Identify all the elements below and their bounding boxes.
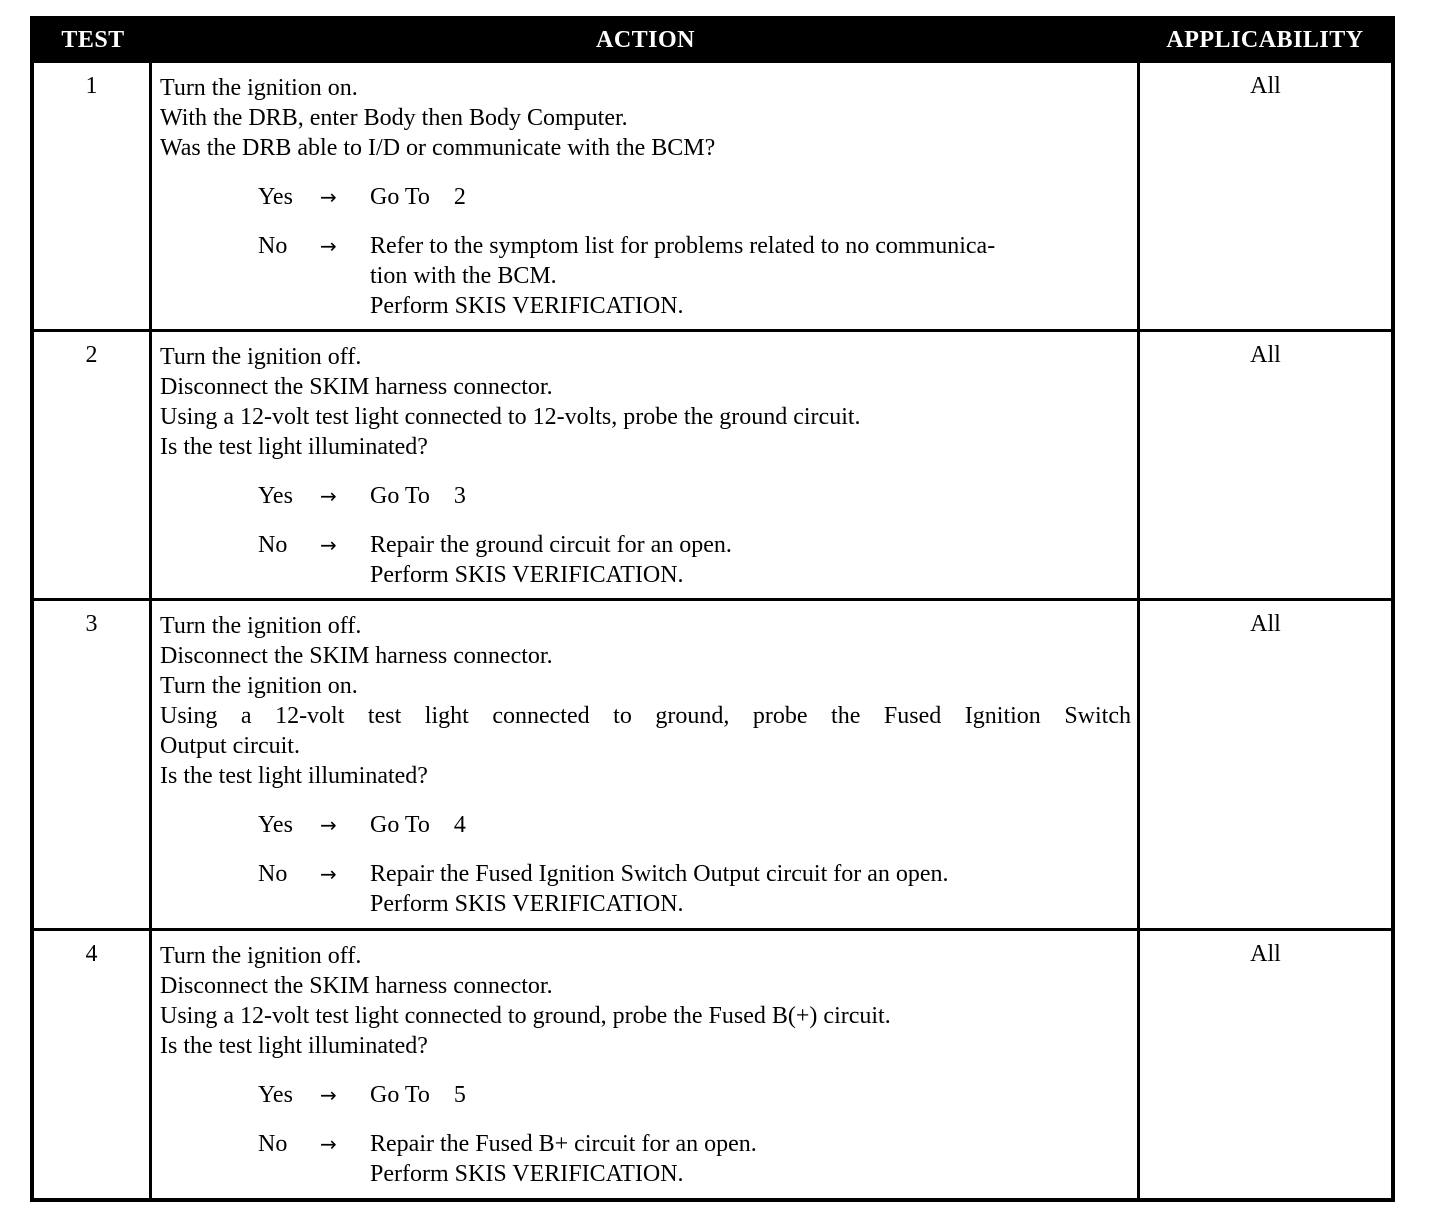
- action-line: Using a 12-volt test light connected to ground, probe the Fused Ignition Switch: [160, 703, 1131, 729]
- diagnostic-test-table: [30, 16, 1395, 1202]
- action-line: Disconnect the SKIM harness connector.: [160, 374, 553, 400]
- goto-number: 5: [453, 1082, 466, 1108]
- arrow-right-icon: →: [320, 484, 337, 508]
- table-row: [34, 60, 1391, 332]
- action-line: Disconnect the SKIM harness connector.: [160, 643, 553, 669]
- goto-number: 4: [453, 812, 466, 838]
- arrow-right-icon: →: [320, 234, 337, 258]
- action-cell: [149, 931, 1140, 1198]
- yes-label: Yes: [258, 184, 293, 210]
- no-line: Perform SKIS VERIFICATION.: [370, 293, 684, 319]
- applicability-cell: All: [1250, 611, 1281, 637]
- goto-text: Go To: [370, 1082, 430, 1108]
- action-line: Disconnect the SKIM harness connector.: [160, 973, 553, 999]
- no-line: Repair the ground circuit for an open.: [370, 532, 732, 558]
- no-line: Perform SKIS VERIFICATION.: [370, 891, 684, 917]
- test-number: 3: [85, 611, 98, 637]
- table-row: [34, 598, 1391, 931]
- arrow-right-icon: →: [320, 862, 337, 886]
- goto-text: Go To: [370, 812, 430, 838]
- action-cell: [149, 63, 1140, 332]
- goto-number: 2: [453, 184, 466, 210]
- no-label: No: [258, 233, 288, 259]
- action-line: Using a 12-volt test light connected to ground, probe the Fused B(+) circuit.: [160, 1003, 891, 1029]
- applicability-cell: All: [1250, 73, 1281, 99]
- action-cell: [149, 332, 1140, 601]
- action-line: Turn the ignition off.: [160, 943, 362, 969]
- action-line: With the DRB, enter Body then Body Computer.: [160, 105, 628, 131]
- goto-text: Go To: [370, 184, 430, 210]
- applicability-cell: All: [1250, 342, 1281, 368]
- action-line: Turn the ignition on.: [160, 673, 358, 699]
- table-header: [34, 20, 1391, 60]
- yes-branch: [160, 810, 1131, 840]
- no-line: Repair the Fused Ignition Switch Output circuit for an open.: [370, 861, 949, 887]
- test-number: 4: [85, 941, 98, 967]
- no-line: Repair the Fused B+ circuit for an open.: [370, 1131, 757, 1157]
- arrow-right-icon: →: [320, 1132, 337, 1156]
- action-line: Was the DRB able to I/D or communicate with the BCM?: [160, 135, 716, 161]
- table-row: [34, 329, 1391, 601]
- action-line: Turn the ignition off.: [160, 344, 362, 370]
- arrow-right-icon: →: [320, 813, 337, 837]
- yes-label: Yes: [258, 1082, 293, 1108]
- no-label: No: [258, 861, 288, 887]
- no-label: No: [258, 1131, 288, 1157]
- yes-branch: [160, 481, 1131, 511]
- yes-branch: [160, 182, 1131, 212]
- header-applicability: APPLICABILITY: [1166, 27, 1364, 53]
- test-number: 1: [85, 73, 98, 99]
- arrow-right-icon: →: [320, 1083, 337, 1107]
- no-branch: [160, 530, 1131, 590]
- action-line: Turn the ignition off.: [160, 613, 362, 639]
- no-line: Perform SKIS VERIFICATION.: [370, 1161, 684, 1187]
- arrow-right-icon: →: [320, 533, 337, 557]
- action-line: Turn the ignition on.: [160, 75, 358, 101]
- header-action: ACTION: [595, 27, 695, 53]
- no-branch: [160, 1129, 1131, 1189]
- goto-number: 3: [453, 483, 466, 509]
- action-line: Is the test light illuminated?: [160, 763, 428, 789]
- no-line: tion with the BCM.: [370, 263, 557, 289]
- no-line: Perform SKIS VERIFICATION.: [370, 562, 684, 588]
- action-line: Output circuit.: [160, 733, 300, 759]
- action-line: Is the test light illuminated?: [160, 1033, 428, 1059]
- action-cell: [149, 601, 1140, 931]
- goto-text: Go To: [370, 483, 430, 509]
- no-line: Refer to the symptom list for problems related to no communica-: [370, 233, 996, 259]
- no-branch: [160, 231, 1131, 321]
- action-line: Is the test light illuminated?: [160, 434, 428, 460]
- applicability-cell: All: [1250, 941, 1281, 967]
- yes-label: Yes: [258, 483, 293, 509]
- table-row: [34, 928, 1391, 1198]
- no-branch: [160, 859, 1131, 919]
- arrow-right-icon: →: [320, 185, 337, 209]
- test-number: 2: [85, 342, 98, 368]
- no-label: No: [258, 532, 288, 558]
- yes-branch: [160, 1080, 1131, 1110]
- action-line: Using a 12-volt test light connected to 12-volts, probe the ground circuit.: [160, 404, 861, 430]
- header-test: TEST: [61, 27, 125, 53]
- yes-label: Yes: [258, 812, 293, 838]
